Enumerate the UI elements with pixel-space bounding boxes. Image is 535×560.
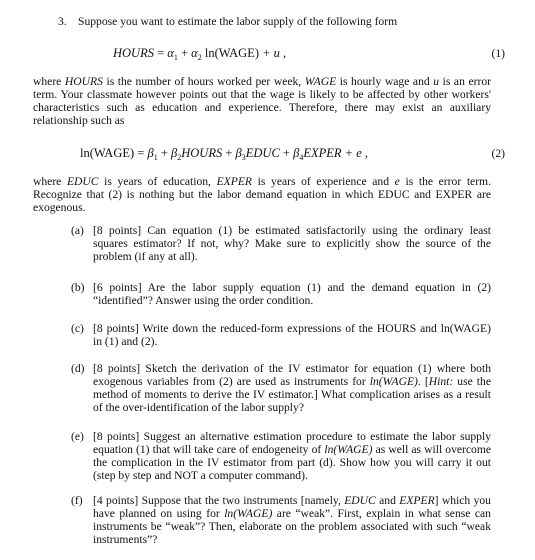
part-d-text: [8 points] Sketch the derivation of the IV estimator for equation (1) where both exogenous variables from (2) are used as instruments for ln(WAGE). [Hint: use the method of moments to derive the IV estimator.] What complication arises as a result of the over-identification of the labor supply? (93, 362, 491, 414)
part-e-text: [8 points] Suggest an alternative estimation procedure to estimate the labor supply equation (1) that will take care of endogeneity of ln(WAGE) as well as will overcome the complication in the IV estimator from part (d). Show how you will carry it out (step by step and NOT a computer command). (93, 430, 491, 482)
equation-1-number: (1) (491, 47, 505, 60)
part-b-label: (b) (71, 281, 85, 294)
question-number: 3. (58, 15, 67, 28)
question-heading: Suppose you want to estimate the labor supply of the following form (78, 15, 398, 28)
equation-2: ln(WAGE) = $\beta_1$ + $\beta_2HOURS$ + $\beta_3EDUC$ + $\beta_4EXPER + e$ , (80, 146, 369, 162)
paragraph-educ-exper: where EDUC is years of education, EXPER is years of experience and e is the error term. Recognize that (2) is nothing but the labor demand equation in which EDUC and EXPER are exogenous. (33, 175, 491, 214)
paragraph-definitions: where HOURS is the number of hours worked per week, WAGE is hourly wage and u is an error term. Your classmate however points out that the wage is likely to be affected by other workers' characteristics such as education and experience. Therefore, there may exist an auxiliary relationship such as (33, 75, 491, 127)
equation-1: HOURS = $\alpha_1 + \alpha_2$ ln(WAGE) + u , (113, 46, 287, 62)
part-d-label: (d) (71, 362, 85, 375)
part-e-label: (e) (71, 430, 84, 443)
equation-2-number: (2) (491, 147, 505, 160)
part-a-label: (a) (71, 224, 84, 237)
part-b-text: [6 points] Are the labor supply equation (1) and the demand equation in (2) “identified”? Answer using the order condition. (93, 281, 491, 307)
part-f-text: [4 points] Suppose that the two instruments [namely, EDUC and EXPER] which you have planned on using for ln(WAGE) are “weak”. First, explain in what sense can instruments be “weak”? Then, elaborate on the problem associated with such “weak instruments”? (93, 494, 491, 546)
part-f-label: (f) (71, 494, 83, 507)
part-c-text: [8 points] Write down the reduced-form expressions of the HOURS and ln(WAGE) in (1) and (2). (93, 322, 491, 348)
part-a-text: [8 points] Can equation (1) be estimated satisfactorily using the ordinary least squares estimator? If not, why? Make sure to explicitly show the source of the problem (if any at all). (93, 224, 491, 263)
part-c-label: (c) (71, 322, 84, 335)
